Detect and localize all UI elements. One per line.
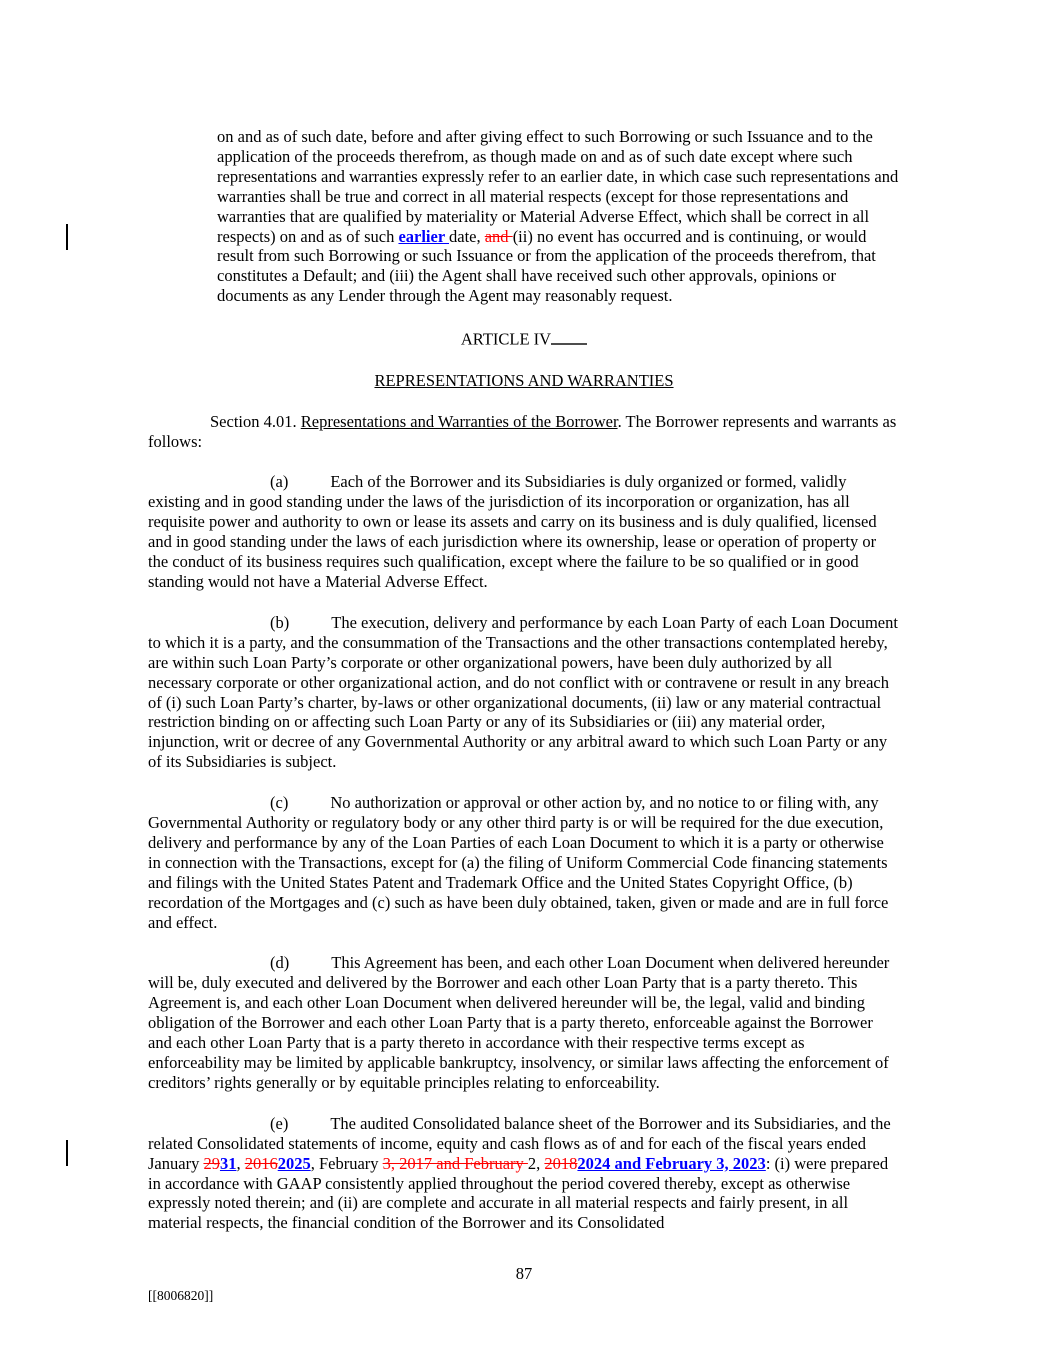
- text-run: Section 4.01.: [210, 411, 297, 431]
- deleted-text: 3, 2017 and February: [382, 1153, 528, 1173]
- text-run: ARTICLE IV: [460, 329, 552, 349]
- revision-change-bar: [66, 224, 68, 250]
- inserted-text: 31: [219, 1153, 237, 1173]
- text-run: The audited Consolidated balance sheet of the Borrower and its Subsidiaries, and the related Consolidated statements of income, equity and cash flows as of and for each of the fiscal years ended January: [148, 1113, 891, 1173]
- clause-e-paragraph: [148, 1114, 900, 1233]
- text-run: 2,: [527, 1153, 545, 1173]
- underlined-text: Representations and Warranties of the Borrower: [300, 411, 618, 431]
- intro-paragraph: [217, 127, 900, 306]
- text-column: [148, 127, 900, 1254]
- text-run: (e): [270, 1113, 289, 1133]
- text-run: ,: [236, 1153, 245, 1173]
- text-run: This Agreement has been, and each other Loan Document when delivered hereunder will be, duly executed and delivered by the Borrower and each other Loan Party that is a party thereto. This Agreement is, and each other Loan Document when delivered hereunder will be, the legal, valid and binding obligation of the Borrower and each other Loan Party that is a party thereto, enforceable against the Borrower and each other Loan Party that is a party thereto in accordance with their respective terms except as enforceability may be limited by applicable bankruptcy, insolvency, or similar laws affecting the enforcement of creditors’ rights generally or by equitable principles relating to enforceability.: [148, 953, 890, 1092]
- clause-a-paragraph: [148, 472, 900, 591]
- text-run: (a): [270, 472, 289, 492]
- page-number: 87: [515, 1264, 533, 1283]
- text-run: The execution, delivery and performance by each Loan Party of each Loan Document to which it is a party, and the consummation of the Transactions and the other transactions contemplated hereby, are within such Loan Party’s corporate or other organizational powers, have been duly authorized by all necessary corporate or other organizational action, and do not conflict with or contravene or result in any breach of (i) such Loan Party’s charter, by-laws or other organizational documents, (ii) law or any material contractual restriction binding on or affecting such Loan Party or any of its Subsidiaries or (iii) any material order, injunction, writ or decree of any Governmental Authority or any arbitral award to which such Loan Party or any of its Subsidiaries is subject.: [148, 612, 898, 772]
- deleted-text: 2018: [544, 1153, 578, 1173]
- text-run: , February: [310, 1153, 383, 1173]
- text-run: on and as of such date, before and after giving effect to such Borrowing or such Issuance and to the application of the proceeds therefrom, as though made on and as of such date except where such representations and warranties expressly refer to an earlier date, in which case such representations and warranties shall be true and correct in all material respects (except for those representations and warranties that are qualified by materiality or Material Adverse Effect, which shall be correct in all respects) on and as of such: [217, 127, 899, 246]
- deleted-text: 2016: [244, 1153, 278, 1173]
- text-run: No authorization or approval or other action by, and no notice to or filing with, any Governmental Authority or regulatory body or any other third party is or will be required for the due execution, delivery and performance by any of the Loan Parties of each Loan Document to which it is a party or otherwise in connection with the Transactions, except for (a) the filing of Uniform Commercial Code financing statements and filings with the United States Patent and Trademark Office and the United States Copyright Office, (b) recordation of the Mortgages and (c) such as have been duly obtained, taken, given or made and are in full force and effect.: [148, 793, 889, 932]
- text-run: : (i) were prepared in accordance with GAAP consistently applied throughout the period covered thereby, except as otherwise expressly noted therein; and (ii) are complete and accurate in all material respects and fairly present, in all material respects, the financial condition of the Borrower and its Consolidated: [148, 1153, 889, 1233]
- blank-underscore: [551, 327, 587, 345]
- inserted-text: 2025: [277, 1153, 311, 1173]
- deleted-text: and: [484, 226, 513, 246]
- text-run: (c): [270, 793, 289, 813]
- inserted-text: 2024 and February 3, 2023: [577, 1153, 766, 1173]
- clause-d-paragraph: [148, 953, 900, 1092]
- article-title: [148, 371, 900, 391]
- clause-c-paragraph: [148, 793, 900, 932]
- document-id-footer: [[8006820]]: [148, 1288, 214, 1303]
- section-401-paragraph: [148, 412, 900, 452]
- inserted-text: earlier: [398, 226, 449, 246]
- text-run: (d): [270, 953, 290, 973]
- clause-b-paragraph: [148, 613, 900, 772]
- revision-change-bar: [66, 1140, 68, 1166]
- text-run: . The Borrower represents and warrants as follows:: [148, 411, 897, 451]
- article-title-text: REPRESENTATIONS AND WARRANTIES: [374, 370, 674, 390]
- deleted-text: 29: [203, 1153, 220, 1173]
- text-run: Each of the Borrower and its Subsidiaries is duly organized or formed, validly existing and in good standing under the laws of the jurisdiction of its incorporation or organization, has all requisite power and authority to own or lease its assets and carry on its business and is duly qualified, licensed and in good standing under the laws of each jurisdiction where its ownership, lease or operation of property or the conduct of its business requires such qualification, except where the failure to be so qualified or in good standing would not have a Material Adverse Effect.: [148, 472, 877, 591]
- text-run: (ii) no event has occurred and is continuing, or would result from such Borrowing or such Issuance or from the application of the proceeds therefrom, that constitutes a Default; and (iii) the Agent shall have received such other approvals, opinions or documents as any Lender through the Agent may reasonably request.: [217, 226, 876, 306]
- text-run: date,: [449, 226, 485, 246]
- text-run: (b): [270, 612, 290, 632]
- article-heading: [148, 327, 900, 350]
